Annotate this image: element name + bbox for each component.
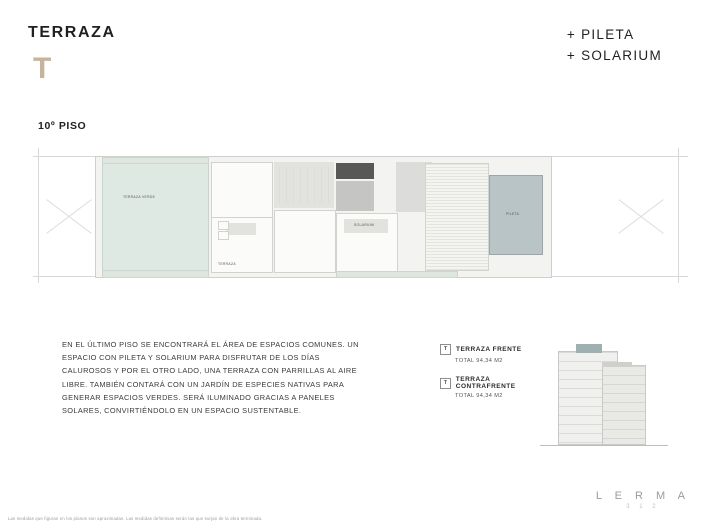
legend-total-2: TOTAL 94,34 M2 xyxy=(455,393,503,399)
shaft-1 xyxy=(336,163,374,179)
brand-name: L E R M A xyxy=(595,490,690,502)
elevation-ground-line xyxy=(540,445,668,446)
void-mark-left xyxy=(41,188,97,244)
room-terraza-verde xyxy=(102,162,209,272)
vegetation-strip-mid xyxy=(336,271,458,278)
room-label-terraza-verde: TERRAZA VERDE xyxy=(123,195,156,199)
unit-c xyxy=(274,210,336,273)
furniture-table xyxy=(226,223,256,235)
room-label-pileta: PILETA xyxy=(506,212,520,216)
description-text: EN EL ÚLTIMO PISO SE ENCONTRARÁ EL ÁREA DE ESPACIOS COMUNES. UN ESPACIO CON PILETA Y SOLARIUM PARA DISFRUTAR DE LOS DÍAS CALUROSOS Y POR EL OTRO LADO, UNA TERRAZA CON PARRILLAS AL AIRE LIBRE. TAMBIÉN CONTARÁ CON UN JARDÍN DE ESPECIES NATIVAS PARA GENERAR ESPACIOS VERDES. SERÁ ILUMINADO GRACIAS A PANELES SOLARES, CONVIRTIÉNDOLO EN UN ESPACIO SUSTENTABLE. xyxy=(62,340,359,416)
legend-row-2 xyxy=(440,376,550,390)
legend-mark-2: T xyxy=(440,378,451,389)
room-label-solarium: SOLARIUM xyxy=(354,223,375,227)
legend-name-2: TERRAZA CONTRAFRENTE xyxy=(455,376,516,390)
shaft-2 xyxy=(336,181,374,211)
brand-number: 3 1 2 xyxy=(626,504,660,510)
building-elevation xyxy=(540,336,668,446)
legend-total-1: TOTAL 94,34 M2 xyxy=(455,358,503,364)
page-title: TERRAZA xyxy=(28,24,116,41)
room-solarium-deck xyxy=(344,219,388,233)
elevation-roof-cap xyxy=(576,344,602,353)
amenity-pileta: + PILETA xyxy=(566,27,635,42)
floor-plan xyxy=(33,148,688,283)
axis-line-right xyxy=(678,148,679,283)
elevation-roof-cap-secondary xyxy=(602,362,632,367)
building-outline xyxy=(95,156,552,278)
footer-note: Las medidas que figuran en los planos son aproximadas. Las medidas definitivas serán las que surjan de la obra terminada. xyxy=(8,516,263,521)
room-pileta xyxy=(489,175,543,255)
terraza-logo: T xyxy=(33,52,52,85)
legend-name-1: TERRAZA FRENTE xyxy=(456,346,522,353)
vegetation-strip-bottom xyxy=(102,270,209,278)
furniture-seat-2 xyxy=(218,231,229,240)
room-label-terraza: TERRAZA xyxy=(218,262,236,266)
furniture-seat-1 xyxy=(218,221,229,230)
axis-line-left xyxy=(38,148,39,283)
amenity-solarium: + SOLARIUM xyxy=(566,48,662,63)
floor-label: 10º PISO xyxy=(38,120,87,132)
legend xyxy=(440,344,550,411)
stair-treads xyxy=(279,167,329,203)
legend-mark-1: T xyxy=(440,344,451,355)
amenities-list xyxy=(567,24,662,66)
vegetation-strip-top xyxy=(102,157,209,164)
deck-area xyxy=(425,163,489,271)
legend-row-1 xyxy=(440,344,550,355)
unit-a xyxy=(211,162,273,218)
elevation-tower-secondary xyxy=(602,365,646,445)
void-mark-right xyxy=(613,188,669,244)
brand-logo xyxy=(596,490,690,510)
